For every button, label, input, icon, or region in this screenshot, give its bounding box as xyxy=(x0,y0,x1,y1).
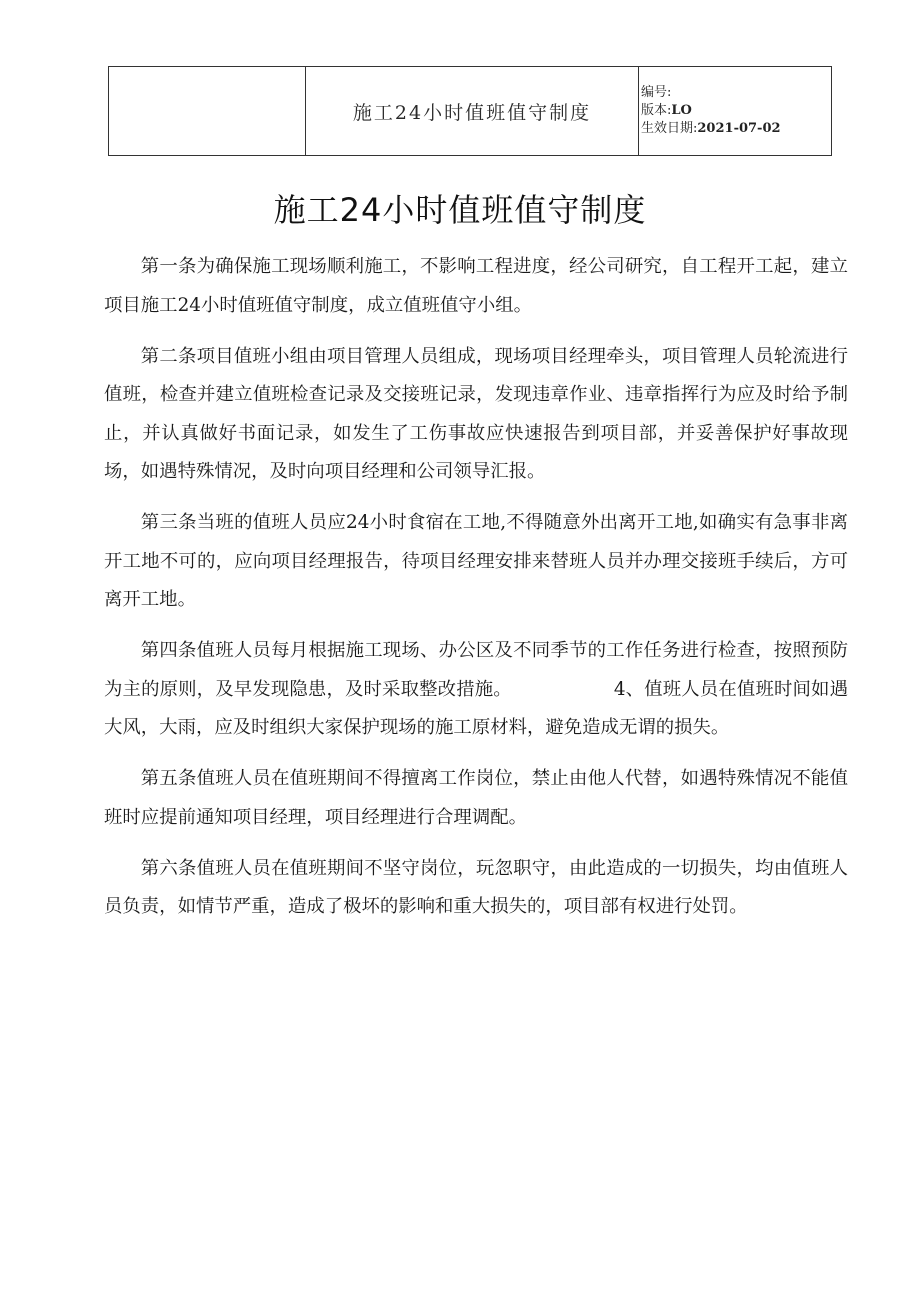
document-title: 施工24小时值班值守制度 xyxy=(273,191,647,229)
effective-date-label: 生效日期: xyxy=(641,121,698,136)
article-3: 第三条当班的值班人员应24小时食宿在工地,不得随意外出离开工地,如确实有急事非离开工地不可的，应向项目经理报告，待项目经理安排来替班人员并办理交接班手续后，方可离开工地。 xyxy=(104,512,848,610)
article-2: 第二条项目值班小组由项目管理人员组成，现场项目经理牵头，项目管理人员轮流进行值班，检查并建立值班检查记录及交接班记录，发现违章作业、违章指挥行为应及时给予制止，并认真做好书面记录，如发生了工伤事故应快速报告到项目部，并妥善保护好事故现场，如遇特殊情况，及时向项目经理和公司领导汇报。 xyxy=(104,345,848,482)
version-value: LO xyxy=(671,103,692,118)
version-line xyxy=(641,102,831,120)
article-4: 第四条值班人员每月根据施工现场、办公区及不同季节的工作任务进行检查，按照预防为主的原则，及早发现隐患，及时采取整改措施。 4、值班人员在值班时间如遇大风，大雨，应及时组织大家保护现场的施工原材料，避免造成无谓的损失。 xyxy=(104,640,848,738)
effective-date-line xyxy=(641,120,831,138)
document-header-table xyxy=(108,66,832,156)
code-label: 编号: xyxy=(641,85,672,100)
logo-cell xyxy=(109,67,306,156)
article-6: 第六条值班人员在值班期间不坚守岗位，玩忽职守，由此造成的一切损失，均由值班人员负责，如情节严重，造成了极坏的影响和重大损失的，项目部有权进行处罚。 xyxy=(104,857,848,917)
header-meta-cell xyxy=(639,67,832,156)
header-title-cell xyxy=(306,67,639,156)
version-label: 版本: xyxy=(641,103,672,118)
header-title: 施工24小时值班值守制度 xyxy=(352,101,592,124)
document-body xyxy=(104,248,848,939)
effective-date-value: 2021-07-02 xyxy=(697,121,781,136)
header-meta xyxy=(639,84,831,138)
article-5: 第五条值班人员在值班期间不得擅离工作岗位，禁止由他人代替，如遇特殊情况不能值班时应提前通知项目经理，项目经理进行合理调配。 xyxy=(104,768,848,828)
code-line xyxy=(641,84,831,102)
article-1: 第一条为确保施工现场顺利施工，不影响工程进度，经公司研究，自工程开工起，建立项目施工24小时值班值守制度，成立值班值守小组。 xyxy=(104,256,848,316)
